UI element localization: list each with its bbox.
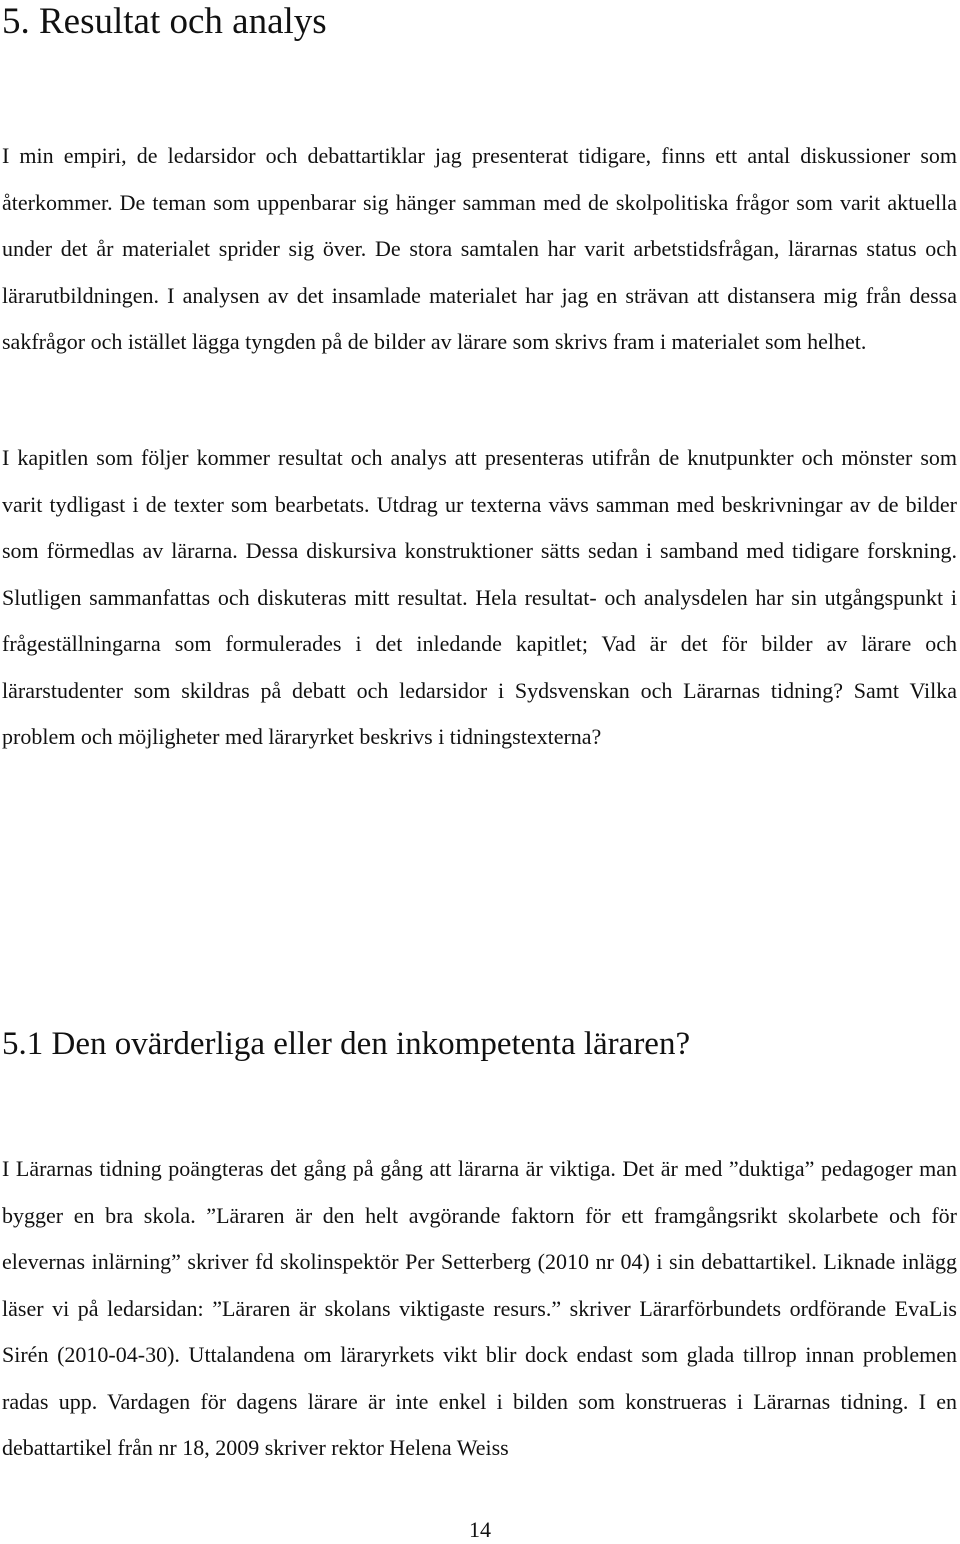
page-number: 14 [469, 1517, 491, 1542]
section-heading: 5.1 Den ovärderliga eller den inkompetenta läraren? [2, 1026, 691, 1062]
chapter-heading: 5. Resultat och analys [2, 1, 327, 42]
body-paragraph: I Lärarnas tidning poängteras det gång på gång att lärarna är viktiga. Det är med ”duktiga” pedagoger man bygger en bra skola. ”Läraren är den helt avgörande faktorn för ett framgångsrikt skolarbete och för elevernas inlärning” skriver fd skolinspektör Per Setterberg (2010 nr 04) i sin debattartikel. Liknade inlägg läser vi på ledarsidan: ”Läraren är skolans viktigaste resurs.” skriver Lärarförbundets ordförande EvaLis Sirén (2010-04-30). Uttalandena om läraryrkets vikt blir dock endast som glada tillrop innan problemen radas upp. Vardagen för dagens lärare är inte enkel i bilden som konstrueras i Lärarnas tidning. I en debattartikel från nr 18, 2009 skriver rektor Helena Weiss [2, 1156, 957, 1460]
body-paragraph: I min empiri, de ledarsidor och debattartiklar jag presenterat tidigare, finns ett antal diskussioner som återkommer. De teman som uppenbarar sig hänger samman med de skolpolitiska frågor som varit aktuella under det år materialet sprider sig över. De stora samtalen har varit arbetstidsfrågan, lärarnas status och lärarutbildningen. I analysen av det insamlade materialet har jag en strävan att distansera mig från dessa sakfrågor och istället lägga tyngden på de bilder av lärare som skrivs fram i materialet som helhet. [2, 143, 957, 354]
body-paragraph: I kapitlen som följer kommer resultat och analys att presenteras utifrån de knutpunkter och mönster som varit tydligast i de texter som bearbetats. Utdrag ur texterna vävs samman med beskrivningar av de bilder som förmedlas av lärarna. Dessa diskursiva konstruktioner sätts sedan i samband med tidigare forskning. Slutligen sammanfattas och diskuteras mitt resultat. Hela resultat- och analysdelen har sin utgångspunkt i frågeställningarna som formulerades i det inledande kapitlet; Vad är det för bilder av lärare och lärarstudenter som skildras på debatt och ledarsidor i Sydsvenskan och Lärarnas tidning? Samt Vilka problem och möjligheter med läraryrket beskrivs i tidningstexterna? [2, 445, 957, 749]
